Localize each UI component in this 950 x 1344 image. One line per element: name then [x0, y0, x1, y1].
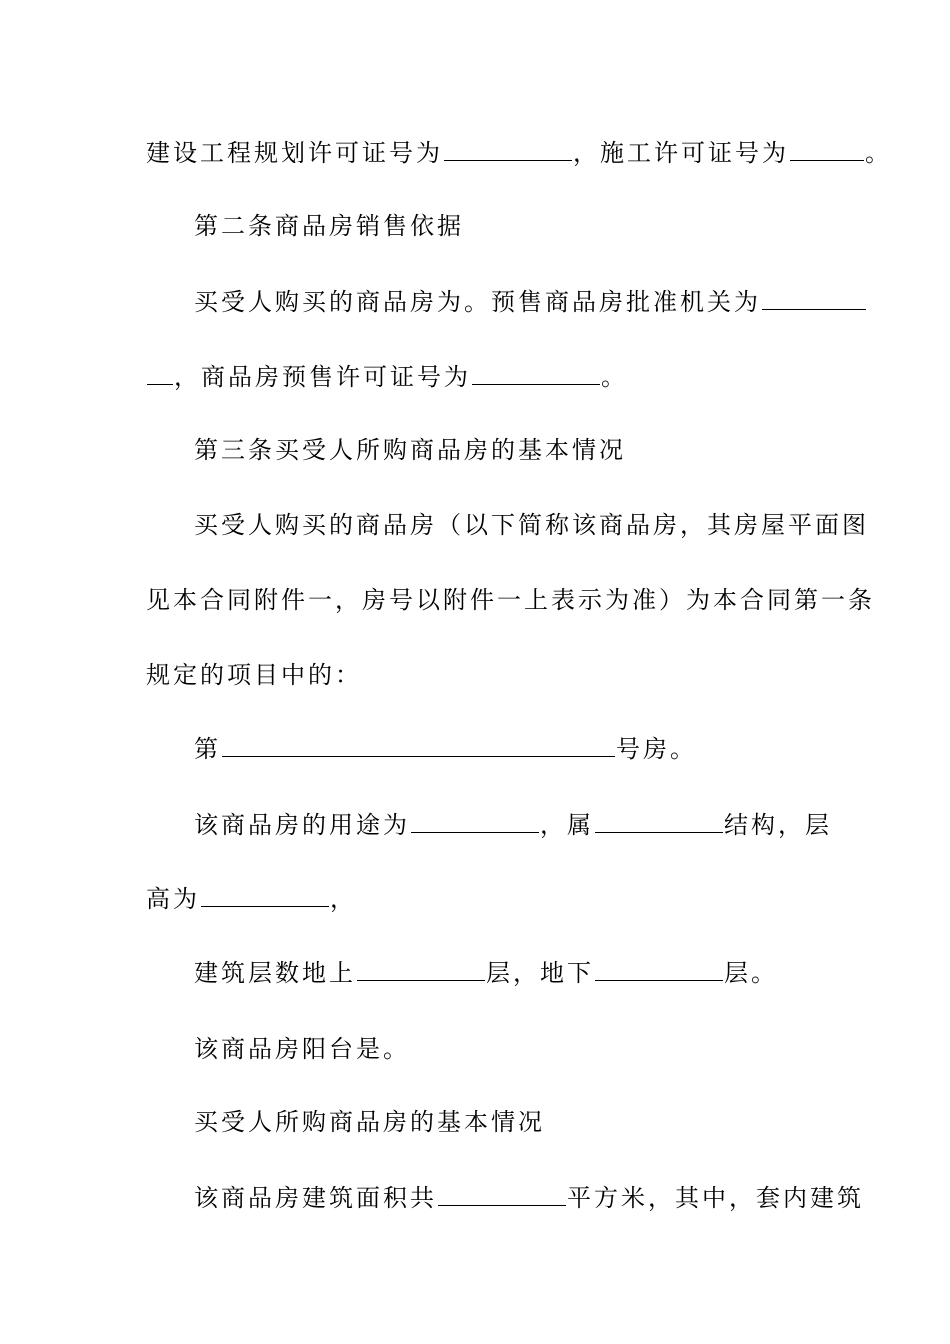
paragraph-usage	[194, 810, 832, 840]
text: 第	[194, 735, 221, 763]
text: 买受人购买的商品房为。预售商品房批准机关为	[194, 288, 761, 316]
text: 。	[601, 363, 628, 391]
text: 结构，层	[724, 811, 832, 839]
blank-field[interactable]	[411, 812, 539, 833]
text: 高为	[146, 885, 200, 913]
blank-field[interactable]	[790, 140, 864, 161]
text: ，商品房预售许可证号为	[174, 363, 471, 391]
blank-field[interactable]	[444, 140, 572, 161]
paragraph-area	[194, 1183, 864, 1213]
blank-field[interactable]	[438, 1185, 566, 1206]
subheading-basic-info: 买受人所购商品房的基本情况	[194, 1108, 545, 1136]
blank-field[interactable]	[357, 960, 485, 981]
paragraph-floor-count	[194, 958, 778, 988]
blank-field[interactable]	[762, 289, 866, 310]
blank-field[interactable]	[201, 886, 329, 907]
paragraph-house-desc-2: 见本合同附件一，房号以附件一上表示为准）为本合同第一条	[146, 586, 875, 614]
text: 建设工程规划许可证号为	[146, 139, 443, 167]
text: ，属	[540, 811, 594, 839]
text: 该商品房的用途为	[194, 811, 410, 839]
text: 。	[865, 139, 892, 167]
paragraph-house-desc: 买受人购买的商品房（以下简称该商品房，其房屋平面图	[194, 511, 869, 539]
blank-field[interactable]	[595, 960, 723, 981]
blank-field[interactable]	[472, 364, 600, 385]
text: 号房。	[616, 735, 697, 763]
text: ，施工许可证号为	[573, 139, 789, 167]
paragraph-sale-basis-cont	[146, 362, 628, 392]
paragraph-sale-basis	[194, 287, 867, 317]
paragraph-room-number	[194, 734, 697, 764]
paragraph-house-desc-3: 规定的项目中的：	[146, 661, 362, 689]
paragraph-floor-height	[146, 884, 357, 914]
heading-article-2: 第二条商品房销售依据	[194, 212, 464, 240]
blank-field[interactable]	[147, 364, 173, 385]
text: 平方米，其中，套内建筑	[567, 1184, 864, 1212]
blank-field[interactable]	[595, 812, 723, 833]
paragraph-balcony: 该商品房阳台是。	[194, 1035, 410, 1063]
text: 层。	[724, 959, 778, 987]
text: ，	[330, 885, 357, 913]
text: 层，地下	[486, 959, 594, 987]
paragraph-permit-numbers	[146, 138, 892, 168]
blank-field[interactable]	[222, 736, 615, 757]
text: 该商品房建筑面积共	[194, 1184, 437, 1212]
heading-article-3: 第三条买受人所购商品房的基本情况	[194, 436, 626, 464]
text: 建筑层数地上	[194, 959, 356, 987]
